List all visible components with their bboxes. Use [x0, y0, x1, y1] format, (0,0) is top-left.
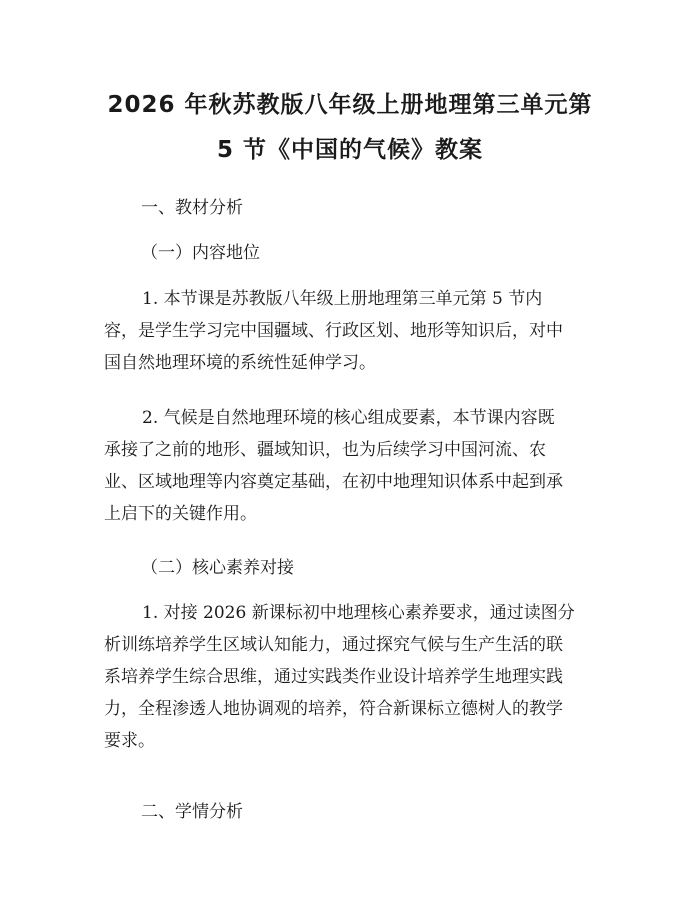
paragraph-line: 承接了之前的地形、疆域知识，也为后续学习中国河流、农 [104, 440, 546, 460]
paragraph-2 [104, 402, 604, 530]
paragraph-line: 要求。 [104, 731, 155, 751]
paragraph-line: 力，全程渗透人地协调观的培养，符合新课标立德树人的教学 [104, 699, 563, 719]
paragraph-line: 业、区域地理等内容奠定基础，在初中地理知识体系中起到承 [104, 472, 563, 492]
section-heading-teaching-material: 一、教材分析 [141, 198, 243, 218]
paragraph-line: 析训练培养学生区域认知能力，通过探究气候与生产生活的联 [104, 635, 563, 655]
paragraph-1 [104, 283, 604, 379]
paragraph-line: 1. 本节课是苏教版八年级上册地理第三单元第 5 节内 [142, 289, 543, 309]
paragraph-line: 上启下的关键作用。 [104, 504, 257, 524]
subsection-heading-content-position: （一）内容地位 [141, 243, 260, 263]
section-heading-student-analysis: 二、学情分析 [141, 802, 243, 822]
paragraph-line: 2. 气候是自然地理环境的核心组成要素，本节课内容既 [142, 408, 555, 428]
paragraph-line: 容，是学生学习完中国疆域、行政区划、地形等知识后，对中 [104, 321, 563, 341]
paragraph-3 [104, 597, 604, 757]
document-title-line-1: 2026 年秋苏教版八年级上册地理第三单元第 [107, 92, 593, 118]
document-title-line-2: 5 节《中国的气候》教案 [216, 137, 483, 163]
paragraph-line: 国自然地理环境的系统性延伸学习。 [104, 353, 376, 373]
subsection-heading-core-literacy: （二）核心素养对接 [141, 558, 294, 578]
paragraph-line: 1. 对接 2026 新课标初中地理核心素养要求，通过读图分 [142, 603, 575, 623]
paragraph-line: 系培养学生综合思维，通过实践类作业设计培养学生地理实践 [104, 667, 563, 687]
